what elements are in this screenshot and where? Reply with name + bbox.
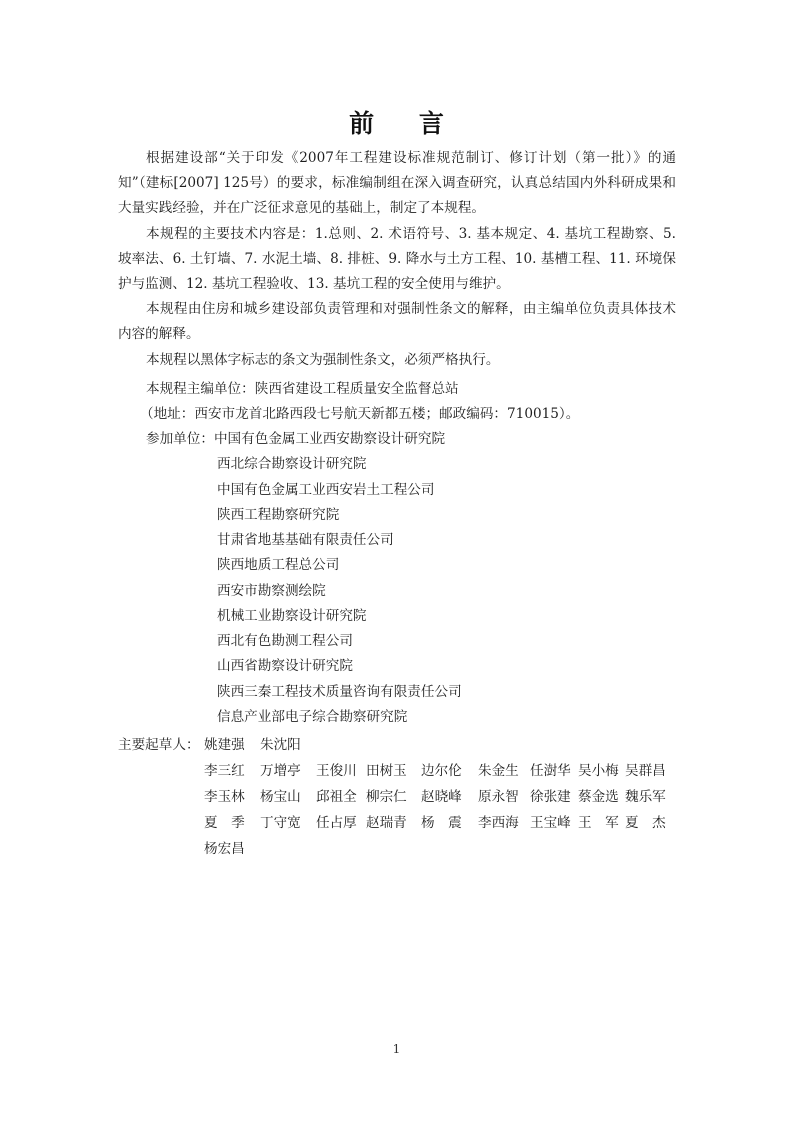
paragraph-technical-content: 本规程的主要技术内容是：1.总则、2. 术语符号、3. 基本规定、4. 基坑工程勘察、5. 坡率法、6. 土钉墙、7. 水泥土墙、8. 排桩、9. 降水与土方工程、10. 基槽工程、11. 环境保护与监测、12. 基坑工程验收、13. 基坑工程的安全使用与维护。	[118, 226, 676, 293]
drafter-name: 丁守宽	[260, 815, 301, 831]
participant-unit: 陕西三秦工程技术质量咨询有限责任公司	[217, 684, 462, 700]
drafter-name: 杨宏昌	[204, 841, 245, 857]
drafter-name: 王 军	[578, 815, 619, 831]
drafter-name: 李西海	[478, 815, 519, 831]
participant-unit: 中国有色金属工业西安勘察设计研究院	[213, 431, 446, 447]
drafter-name: 王宝峰	[530, 815, 571, 831]
drafter-name: 边尔伦	[421, 763, 462, 779]
drafter-name: 徐张建	[530, 789, 571, 805]
drafter-name: 蔡金选	[578, 789, 619, 805]
participant-unit: 甘肃省地基基础有限责任公司	[217, 532, 394, 548]
chief-editor-line	[146, 380, 459, 398]
participant-unit: 西安市勘察测绘院	[217, 583, 326, 599]
participant-unit: 机械工业勘察设计研究院	[217, 608, 367, 624]
drafter-name: 赵瑞青	[366, 815, 407, 831]
drafter-name: 李三红	[204, 763, 245, 779]
chief-editor-unit: 陕西省建设工程质量安全监督总站	[254, 381, 459, 397]
drafter-name: 王俊川	[316, 763, 357, 779]
page-title: 前 言	[349, 109, 462, 138]
drafter-name: 邱祖全	[316, 789, 357, 805]
participant-unit: 山西省勘察设计研究院	[217, 658, 353, 674]
paragraph-background: 根据建设部“关于印发《2007年工程建设标准规范制订、修订计划（第一批）》的通知”（建标[2007] 125号）的要求，标准编制组在深入调查研究，认真总结国内外科研成果和大量实践经验，并在广泛征求意见的基础上，制定了本规程。	[118, 150, 676, 217]
page-number: 1	[392, 1042, 401, 1056]
drafter-name: 田树玉	[366, 763, 407, 779]
drafter-name: 魏乐军	[625, 789, 666, 805]
drafter-name: 朱沈阳	[260, 737, 301, 753]
drafter-name: 朱金生	[478, 763, 519, 779]
address-line: （地址：西安市龙首北路西段七号航天新都五楼；邮政编码：710015）。	[140, 406, 580, 422]
participant-unit: 西北有色勘测工程公司	[217, 633, 353, 649]
drafter-name: 柳宗仁	[366, 789, 407, 805]
participants-label: 参加单位：	[146, 431, 214, 447]
drafter-name: 吴群昌	[625, 763, 666, 779]
participant-unit: 西北综合勘察设计研究院	[217, 456, 367, 472]
drafter-name: 吴小梅	[578, 763, 619, 779]
drafter-name: 万增亭	[260, 763, 301, 779]
drafter-name: 赵晓峰	[421, 789, 462, 805]
drafter-name: 杨 震	[421, 815, 462, 831]
chief-editor-label: 本规程主编单位：	[146, 381, 255, 397]
drafter-name: 杨宝山	[260, 789, 301, 805]
participants-line	[146, 430, 445, 448]
participant-unit: 信息产业部电子综合勘察研究院	[217, 709, 408, 725]
paragraph-mandatory-clauses: 本规程以黑体字标志的条文为强制性条文，必须严格执行。	[146, 352, 500, 368]
participant-unit: 中国有色金属工业西安岩土工程公司	[217, 482, 435, 498]
drafter-name: 任占厚	[316, 815, 357, 831]
participant-unit: 陕西地质工程总公司	[217, 557, 340, 573]
drafter-name: 原永智	[478, 789, 519, 805]
drafters-label: 主要起草人：	[118, 737, 200, 753]
participant-unit: 陕西工程勘察研究院	[217, 507, 340, 523]
drafter-name: 任澍华	[530, 763, 571, 779]
drafter-name: 姚建强	[204, 737, 245, 753]
drafter-name: 夏 季	[204, 815, 245, 831]
drafter-name: 李玉林	[204, 789, 245, 805]
paragraph-management: 本规程由住房和城乡建设部负责管理和对强制性条文的解释，由主编单位负责具体技术内容的解释。	[118, 301, 676, 343]
drafter-name: 夏 杰	[625, 815, 666, 831]
